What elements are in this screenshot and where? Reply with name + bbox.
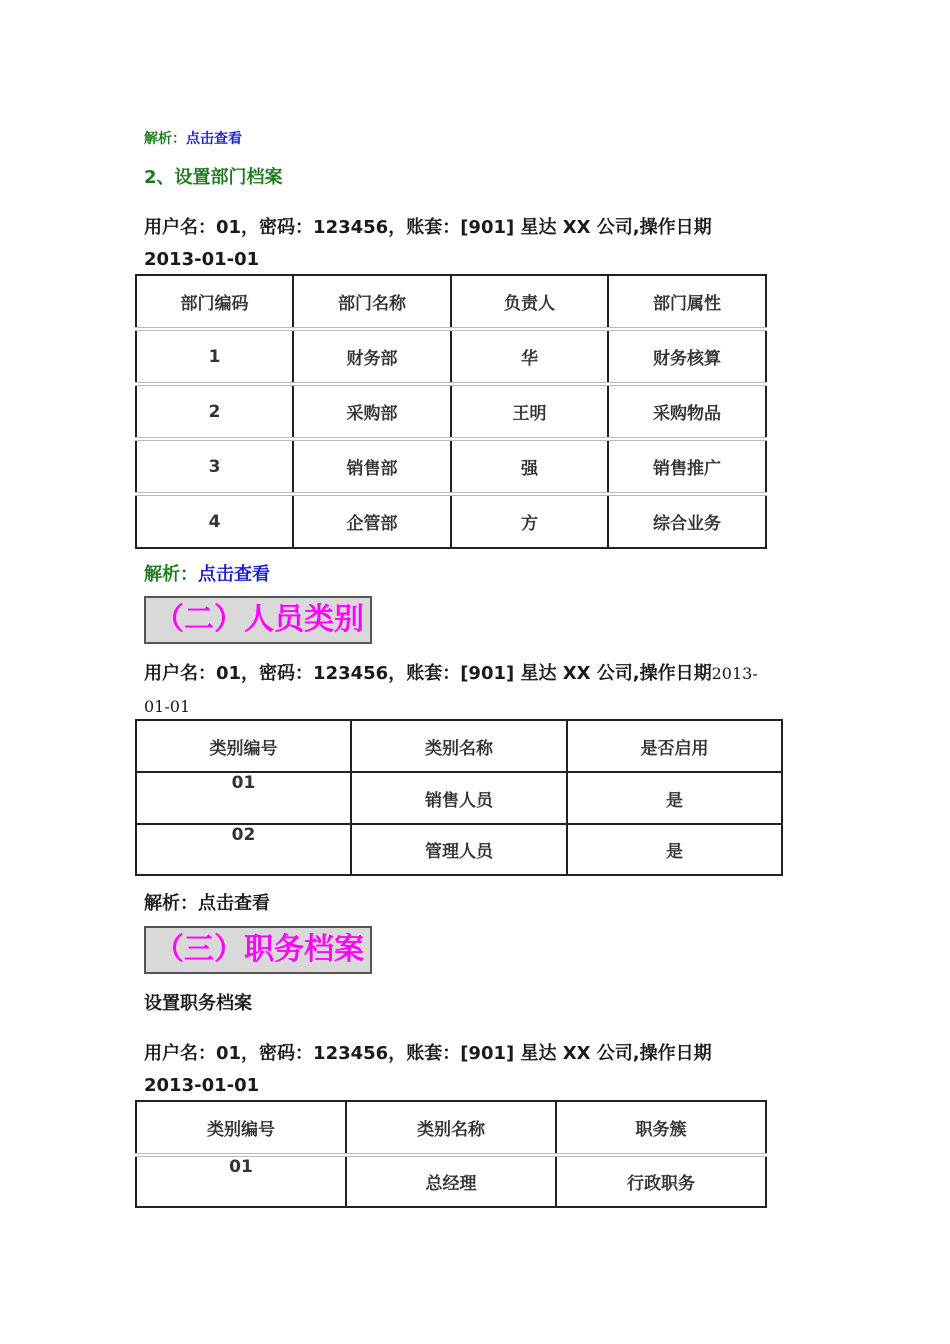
table-row	[136, 384, 766, 439]
table-cell: 综合业务	[608, 494, 766, 548]
table-header-row	[136, 275, 766, 329]
header-cell: 部门编码	[136, 275, 293, 329]
header-cell: 类别编号	[136, 720, 351, 772]
table-cell: 采购物品	[608, 384, 766, 439]
login-info-2	[144, 659, 758, 685]
view-link[interactable]: 点击查看	[198, 564, 270, 585]
table-cell: 采购部	[293, 384, 451, 439]
table-cell: 华	[451, 329, 608, 384]
header-cell: 类别名称	[346, 1101, 556, 1155]
header-cell: 是否启用	[567, 720, 782, 772]
header-cell: 类别编号	[136, 1101, 346, 1155]
table-cell: 4	[136, 494, 293, 548]
login-info-1: 用户名：01，密码：123456，账套：[901] 星达 XX 公司,操作日期	[144, 217, 712, 238]
table-cell: 强	[451, 439, 608, 494]
table-row	[136, 1155, 766, 1207]
table-cell: 销售部	[293, 439, 451, 494]
personnel-table	[135, 719, 783, 876]
view-link[interactable]: 点击查看	[186, 131, 242, 147]
login-date-part: 2013-	[711, 664, 758, 683]
header-cell: 部门名称	[293, 275, 451, 329]
table-cell: 财务核算	[608, 329, 766, 384]
login-info-3: 用户名：01，密码：123456，账套：[901] 星达 XX 公司,操作日期	[144, 1043, 712, 1064]
section-title-dept: 2、设置部门档案	[144, 167, 283, 188]
table-cell: 01	[136, 772, 351, 824]
header-cell: 负责人	[451, 275, 608, 329]
table-cell: 2	[136, 384, 293, 439]
table-cell: 方	[451, 494, 608, 548]
header-cell: 部门属性	[608, 275, 766, 329]
table-cell: 1	[136, 329, 293, 384]
position-table	[135, 1100, 767, 1208]
analysis-label: 解析：	[144, 131, 186, 147]
login-date-2: 01-01	[144, 697, 191, 716]
view-link[interactable]: 点击查看	[198, 893, 270, 914]
section-heading-personnel: （二）人员类别	[144, 596, 372, 644]
table-cell: 王明	[451, 384, 608, 439]
table-cell: 销售推广	[608, 439, 766, 494]
analysis-label: 解析：	[144, 564, 198, 585]
table-header-row	[136, 720, 782, 772]
header-cell: 类别名称	[351, 720, 567, 772]
analysis-row-1	[144, 128, 242, 148]
login-text: 用户名：01，密码：123456，账套：[901] 星达 XX 公司,操作日期	[144, 663, 712, 684]
table-row	[136, 494, 766, 548]
table-row	[136, 824, 782, 875]
table-row	[136, 329, 766, 384]
analysis-row-3	[144, 889, 270, 915]
table-cell: 行政职务	[556, 1155, 766, 1207]
table-cell: 02	[136, 824, 351, 875]
analysis-label: 解析：	[144, 893, 198, 914]
dept-table	[135, 274, 767, 549]
table-cell: 管理人员	[351, 824, 567, 875]
table-cell: 财务部	[293, 329, 451, 384]
position-subtitle: 设置职务档案	[144, 993, 252, 1014]
table-cell: 01	[136, 1155, 346, 1207]
login-date-1: 2013-01-01	[144, 249, 260, 270]
section-heading-position: （三）职务档案	[144, 926, 372, 974]
table-row	[136, 772, 782, 824]
login-date-3: 2013-01-01	[144, 1075, 260, 1096]
header-cell: 职务簇	[556, 1101, 766, 1155]
analysis-row-2	[144, 560, 270, 586]
table-cell: 销售人员	[351, 772, 567, 824]
table-cell: 3	[136, 439, 293, 494]
table-cell: 企管部	[293, 494, 451, 548]
table-cell: 是	[567, 772, 782, 824]
table-header-row	[136, 1101, 766, 1155]
table-row	[136, 439, 766, 494]
table-cell: 是	[567, 824, 782, 875]
table-cell: 总经理	[346, 1155, 556, 1207]
